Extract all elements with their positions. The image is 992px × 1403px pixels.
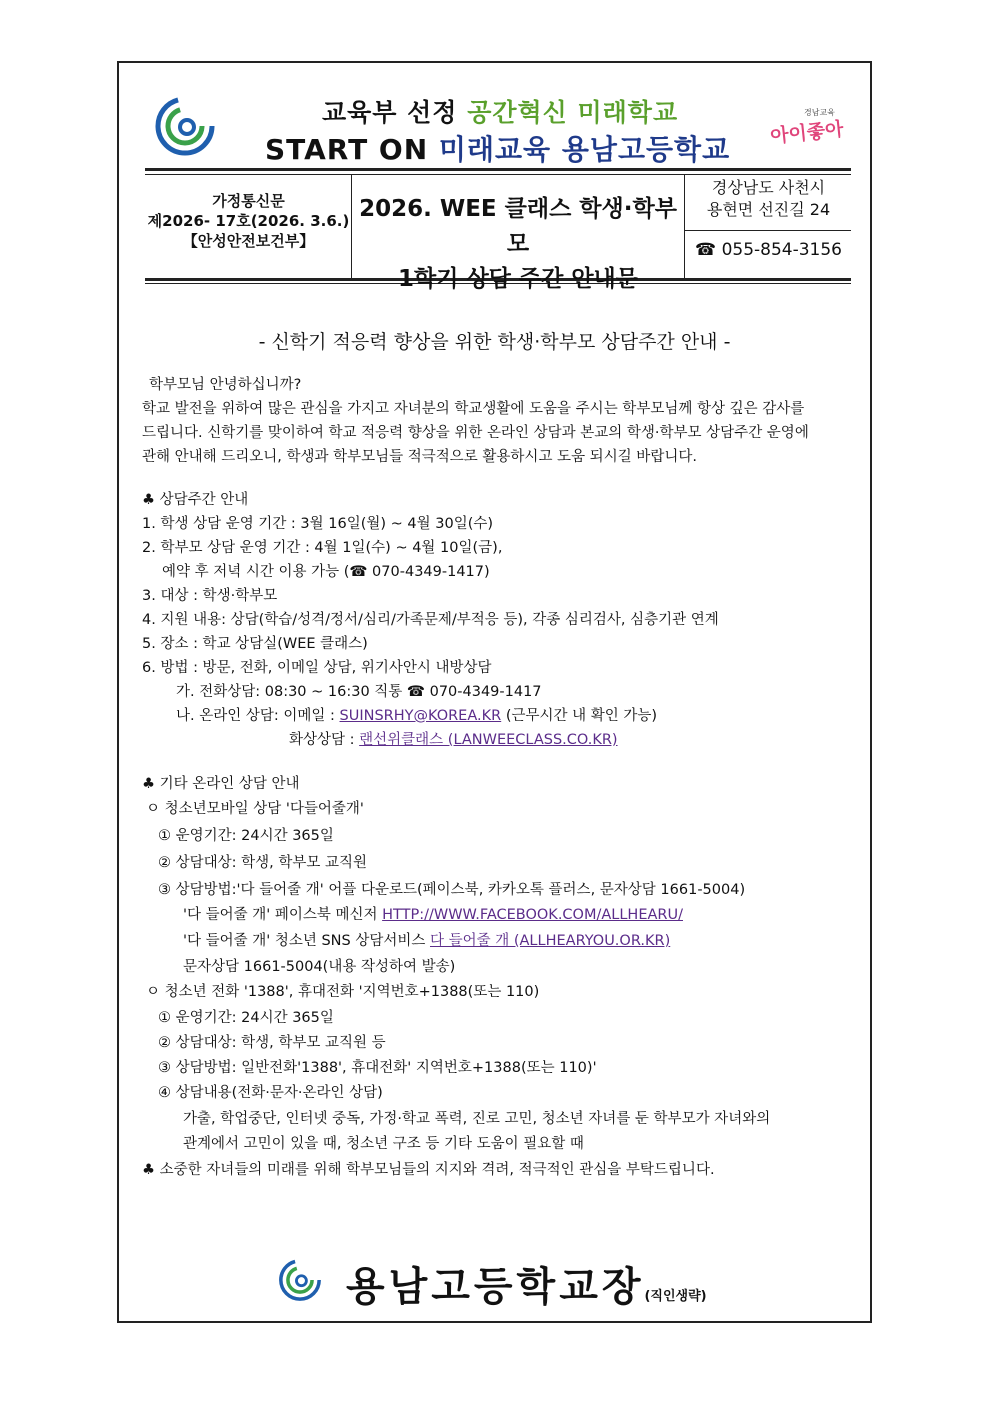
intro-line: 드립니다. 신학기를 맞이하여 학교 적응력 향상을 위한 온라인 상담과 본교의 학생·학부모 상담주간 운영에: [142, 425, 809, 441]
page-subtitle: - 신학기 적응력 향상을 위한 학생·학부모 상담주간 안내 -: [258, 331, 731, 353]
header-line1-highlight: 공간혁신 미래학교: [467, 98, 679, 127]
list-item: 5. 장소 : 학교 상담실(WEE 클래스): [142, 636, 368, 652]
section-title: ♣ 기타 온라인 상담 안내: [142, 776, 300, 792]
email-line: 나. 온라인 상담: 이메일 : SUINSRHY@KOREA.KR (근무시간 내 확인 가능): [176, 708, 658, 724]
school-logo-icon: [154, 95, 216, 157]
facebook-line: '다 들어줄 개' 페이스북 메신저 HTTP://WWW.FACEBOOK.COM/ALLHEARU/: [183, 907, 683, 923]
email-link[interactable]: SUINSRHY@KOREA.KR: [339, 708, 502, 724]
divider: [684, 175, 685, 278]
divider: [684, 230, 851, 231]
closing-text: ♣ 소중한 자녀들의 미래를 위해 학부모님들의 지지와 격려, 적극적인 관심을 부탁드립니다.: [142, 1162, 715, 1178]
list-item: 3. 대상 : 학생·학부모: [142, 588, 278, 604]
notice-number-box: 가정통신문 제2026- 17호(2026. 3.6.) 【안성안전보건부】: [147, 192, 350, 250]
greeting: 학부모님 안녕하십니까?: [149, 377, 302, 393]
school-logo-icon: [278, 1258, 322, 1302]
list-item: 6. 방법 : 방문, 전화, 이메일 상담, 위기사안시 내방상담: [142, 660, 492, 676]
allhearyou-link[interactable]: 다 들어줄 개 (ALLHEARYOU.OR.KR): [429, 933, 671, 949]
list-item: 1. 학생 상담 운영 기간 : 3월 16일(월) ~ 4월 30일(수): [142, 516, 494, 532]
lanweeclass-link[interactable]: 랜선위클래스 (LANWEECLASS.CO.KR): [359, 732, 618, 748]
list-item: ③ 상담방법:'다 들어줄 개' 어플 다운로드(페이스북, 카카오톡 플러스, 문자상담 1661-5004): [158, 882, 746, 898]
school-phone: ☎ 055-854-3156: [694, 240, 842, 260]
list-item: 예약 후 저녁 시간 이용 가능 (☎ 070-4349-1417): [162, 564, 490, 580]
facebook-link[interactable]: HTTP://WWW.FACEBOOK.COM/ALLHEARU/: [382, 907, 683, 923]
header-line2-highlight: 미래교육 용남고등학교: [438, 133, 731, 166]
header-line1: 교육부 선정 공간혁신 미래학교: [322, 98, 679, 127]
intro-line: 학교 발전을 위하여 많은 관심을 가지고 자녀분의 학교생활에 도움을 주시는 학부모님께 항상 깊은 감사를: [142, 401, 805, 417]
list-item: ① 운영기간: 24시간 365일: [158, 1010, 334, 1026]
document-title: 2026. WEE 클래스 학생·학부모 1학기 상담 주간 안내문: [359, 196, 677, 292]
video-line: 화상상담 : 랜선위클래스 (LANWEECLASS.CO.KR): [289, 732, 618, 748]
sub-section-title: ㅇ 청소년모바일 상담 '다들어줄개': [146, 801, 364, 817]
header-line2: START ON 미래교육 용남고등학교: [265, 133, 731, 166]
sub-section-title: ㅇ 청소년 전화 '1388', 휴대전화 '지역번호+1388(또는 110): [146, 984, 540, 1000]
school-address: 경상남도 사천시 용현면 선진길 24: [706, 178, 831, 219]
list-item: ④ 상담내용(전화·문자·온라인 상담): [158, 1085, 383, 1101]
list-item: ③ 상담방법: 일반전화'1388', 휴대전화' 지역번호+1388(또는 110)': [158, 1060, 597, 1076]
list-item: 4. 지원 내용: 상담(학습/성격/정서/심리/가족문제/부적응 등), 각종 심리검사, 심층기관 연계: [142, 612, 719, 628]
list-item: ② 상담대상: 학생, 학부모 교직원 등: [158, 1035, 386, 1051]
list-item: 가출, 학업중단, 인터넷 중독, 가정·학교 폭력, 진로 고민, 청소년 자녀를 둔 학부모가 자녀와의: [183, 1111, 771, 1127]
list-item: 가. 전화상담: 08:30 ~ 16:30 직통 ☎ 070-4349-1417: [176, 684, 542, 700]
sns-line: '다 들어줄 개' 청소년 SNS 상담서비스 다 들어줄 개 (ALLHEARYOU.OR.KR): [183, 933, 671, 949]
divider: [145, 168, 851, 171]
seal-note: (직인생략): [644, 1289, 707, 1304]
list-item: 2. 학부모 상담 운영 기간 : 4월 1일(수) ~ 4월 10일(금),: [142, 540, 503, 556]
list-item: 문자상담 1661-5004(내용 작성하여 발송): [183, 959, 456, 975]
list-item: ② 상담대상: 학생, 학부모 교직원: [158, 855, 368, 871]
section-title: ♣ 상담주간 안내: [142, 492, 249, 508]
list-item: 관계에서 고민이 있을 때, 청소년 구조 등 기타 도움이 필요할 때: [183, 1136, 584, 1152]
edu-badge-logo: 경남교육 아이좋아: [769, 108, 845, 148]
list-item: ① 운영기간: 24시간 365일: [158, 828, 334, 844]
divider: [145, 174, 851, 175]
principal-signature: 용남고등학교장(직인생략): [346, 1264, 707, 1310]
intro-line: 관해 안내해 드리오니, 학생과 학부모님들 적극적으로 활용하시고 도움 되시길 바랍니다.: [142, 449, 697, 465]
